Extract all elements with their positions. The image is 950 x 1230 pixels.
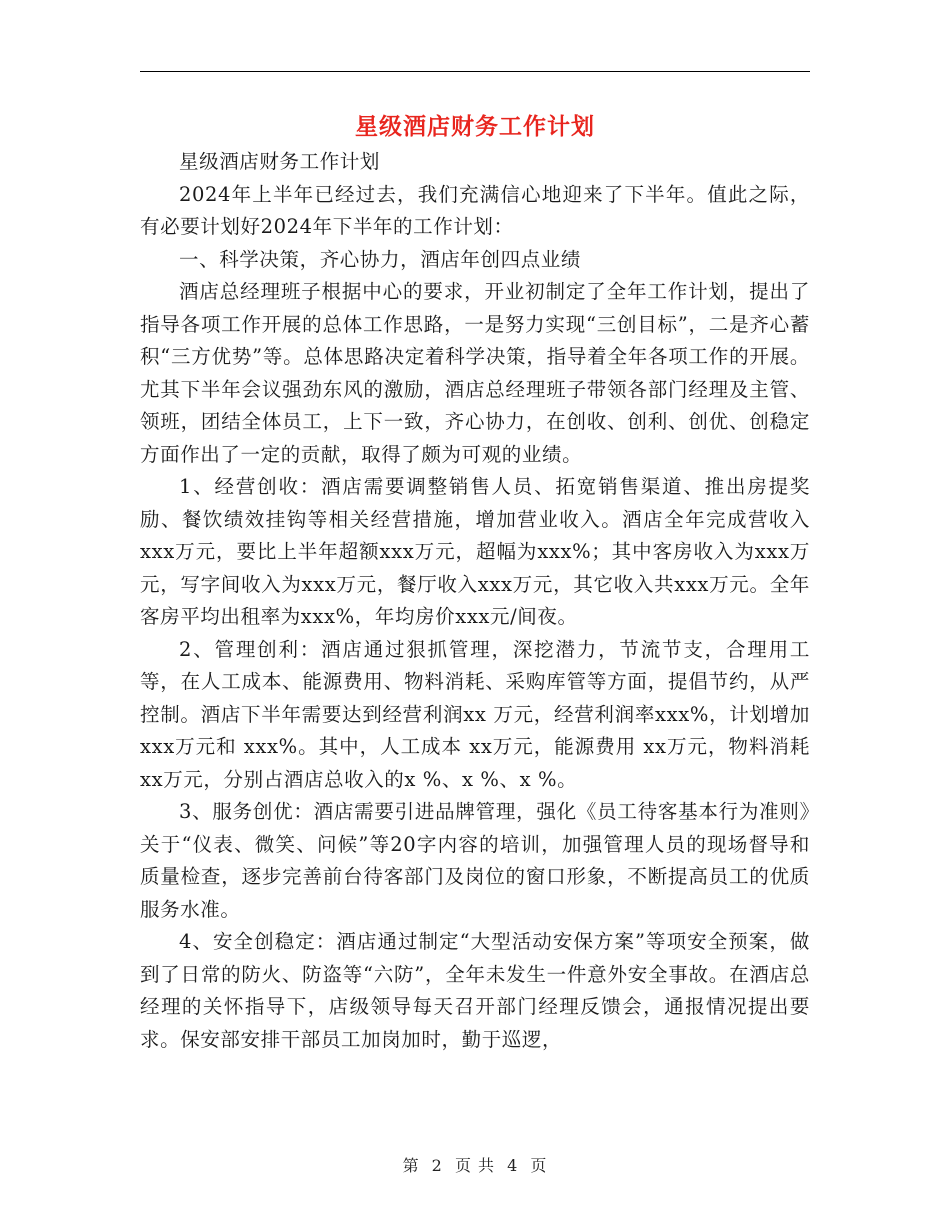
header-rule: [140, 71, 810, 72]
document-title: 星级酒店财务工作计划: [355, 113, 595, 140]
page-footer: [140, 1153, 810, 1176]
paragraph-profit: 2、管理创利：酒店通过狠抓管理，深挖潜力，节流节支，合理用工等，在人工成本、能源费用、物料消耗、采购库管等方面，提倡节约，从严控制。酒店下半年需要达到经营利润xx 万元，经营利润率xxx%，计划增加 xxx万元和 xxx%。其中，人工成本 xx万元，能源费用 xx万元，物料消耗xx万元，分别占酒店总收入的x %、x %、x %。: [140, 637, 810, 791]
total-pages-number: 4: [507, 1156, 519, 1175]
footer-prefix: 第: [402, 1156, 420, 1175]
section-heading-1: 一、科学决策，齐心协力，酒店年创四点业绩: [179, 247, 582, 271]
footer-suffix: 页: [530, 1156, 548, 1175]
paragraph-intro: 2024年上半年已经过去，我们充满信心地迎来了下半年。值此之际，有必要计划好2024年下半年的工作计划：: [140, 182, 810, 238]
paragraph-safety: 4、安全创稳定：酒店通过制定“大型活动安保方案”等项安全预案，做到了日常的防火、防盗等“六防”，全年未发生一件意外安全事故。在酒店总经理的关怀指导下，店级领导每天召开部门经理反馈会，通报情况提出要求。保安部安排干部员工加岗加时，勤于巡逻，: [140, 930, 810, 1051]
paragraph-subtitle: 星级酒店财务工作计划: [179, 150, 381, 173]
current-page-number: 2: [431, 1156, 443, 1175]
paragraph-overview: 酒店总经理班子根据中心的要求，开业初制定了全年工作计划，提出了指导各项工作开展的总体工作思路，一是努力实现“三创目标”，二是齐心蓄积“三方优势”等。总体思路决定着科学决策，指导着全年各项工作的开展。尤其下半年会议强劲东风的激励，酒店总经理班子带领各部门经理及主管、领班，团结全体员工，上下一致，齐心协力，在创收、创利、创优、创稳定方面作出了一定的贡献，取得了颇为可观的业绩。: [140, 280, 810, 466]
paragraph-revenue: 1、经营创收：酒店需要调整销售人员、拓宽销售渠道、推出房提奖励、餐饮绩效挂钩等相关经营措施，增加营业收入。酒店全年完成营收入xxx万元，要比上半年超额xxx万元，超幅为xxx%；其中客房收入为xxx万元，写字间收入为xxx万元，餐厅收入xxx万元，其它收入共xxx万元。全年客房平均出租率为xxx%，年均房价xxx元/间夜。: [140, 475, 810, 628]
document-body: [140, 146, 810, 1056]
paragraph-service: 3、服务创优：酒店需要引进品牌管理，强化《员工待客基本行为准则》关于“仪表、微笑、问候”等20字内容的培训，加强管理人员的现场督导和质量检查，逐步完善前台待客部门及岗位的窗口形象，不断提高员工的优质服务水准。: [140, 800, 810, 921]
footer-middle: 页 共: [454, 1156, 496, 1175]
